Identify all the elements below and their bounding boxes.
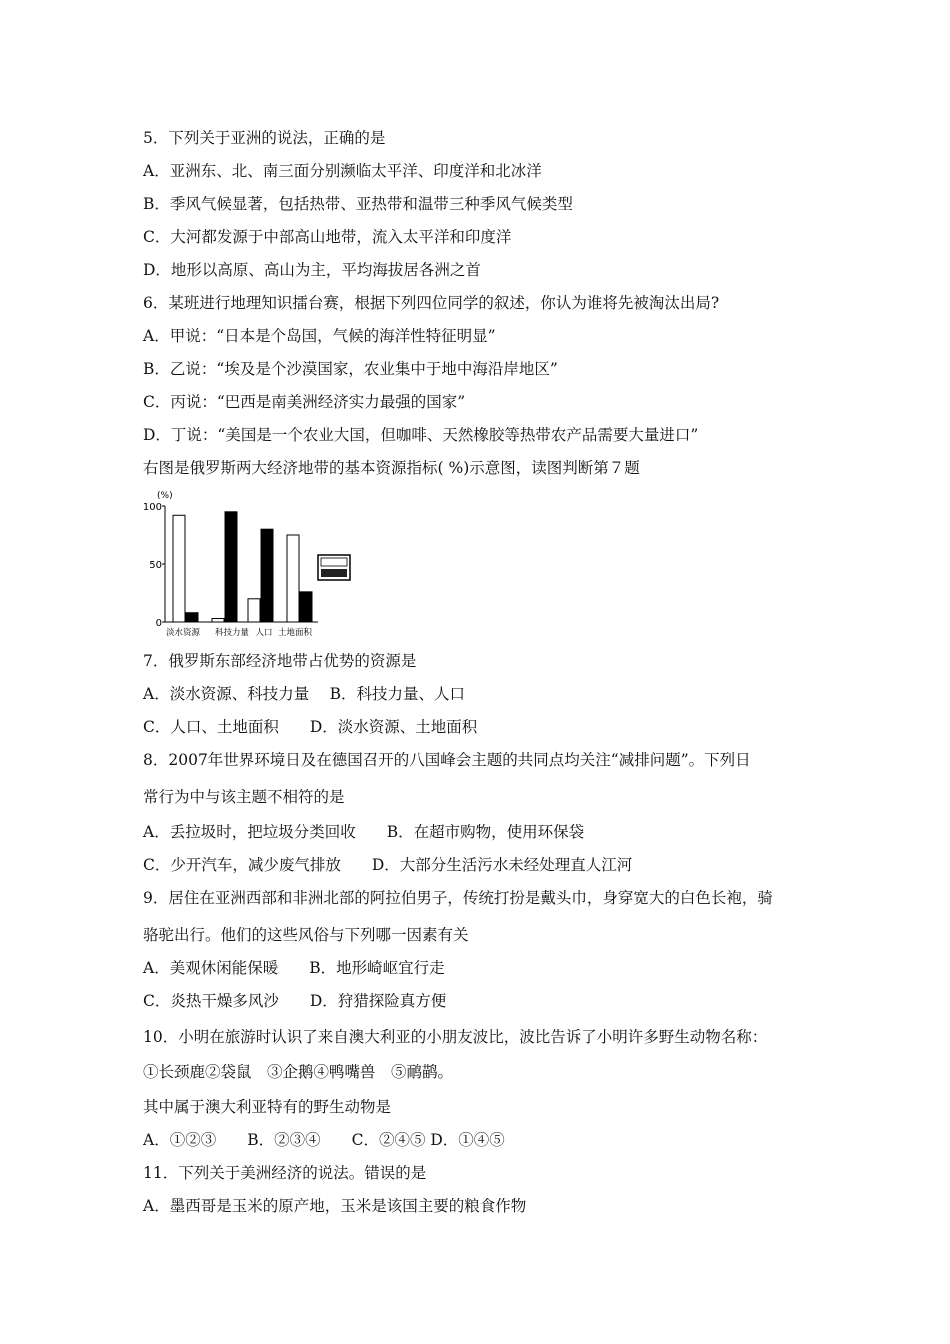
options-7ab: A．淡水资源、科技力量 B．科技力量、人口 <box>143 685 466 703</box>
question-6: 6．某班进行地理知识擂台赛，根据下列四位同学的叙述，你认为谁将先被淘汰出局? <box>143 294 720 312</box>
bar-black-3 <box>300 592 312 622</box>
option-5b: B．季风气候显著，包括热带、亚热带和温带三种季风气候类型 <box>143 195 573 213</box>
options-9ab: A．美观休闲能保暖 B．地形崎岖宜行走 <box>143 959 445 977</box>
legend <box>318 555 350 580</box>
question-10: 10．小明在旅游时认识了来自澳大利亚的小朋友波比，波比告诉了小明许多野生动物名称： <box>143 1028 768 1046</box>
question-10-animals: ①长颈鹿②袋鼠 ③企鹅④鸭嘴兽 ⑤鸸鹋。 <box>143 1063 454 1081</box>
y-tick-label: 0 <box>155 618 162 629</box>
option-5c: C．大河都发源于中部高山地带，流入太平洋和印度洋 <box>143 228 512 246</box>
question-9: 9．居住在亚洲西部和非洲北部的阿拉伯男子，传统打扮是戴头巾，身穿宽大的白色长袍，骑 <box>143 889 773 907</box>
y-axis-label: (%) <box>157 491 173 501</box>
question-8-cont: 常行为中与该主题不相符的是 <box>143 788 345 806</box>
option-6d: D．丁说：“美国是一个农业大国，但咖啡、天然橡胶等热带农产品需要大量进口” <box>143 426 699 444</box>
options-10: A．①②③ B．②③④ C．②④⑤ D．①④⑤ <box>143 1131 505 1149</box>
option-6a: A．甲说：“日本是个岛国，气候的海洋性特征明显” <box>143 327 496 345</box>
option-5a: A．亚洲东、北、南三面分别濒临太平洋、印度洋和北冰洋 <box>143 162 542 180</box>
options-7cd: C．人口、土地面积 D．淡水资源、土地面积 <box>143 718 478 736</box>
x-category-label: 土地面积 <box>277 628 313 638</box>
legend-top-swatch <box>321 558 347 566</box>
question-5: 5．下列关于亚洲的说法，正确的是 <box>143 129 386 147</box>
bar-black-1 <box>225 512 237 622</box>
option-6c: C．丙说：“巴西是南美洲经济实力最强的国家” <box>143 393 466 411</box>
chart-intro: 右图是俄罗斯两大经济地带的基本资源指标( %)示意图，读图判断第７题 <box>143 459 640 477</box>
y-tick-label: 50 <box>149 560 162 571</box>
bar-white-2 <box>248 599 260 622</box>
bar-black-0 <box>186 613 198 622</box>
option-5d: D．地形以高原、高山为主，平均海拔居各洲之首 <box>143 261 481 279</box>
bar-chart <box>143 488 353 640</box>
y-tick-label: 100 <box>143 502 162 513</box>
question-10-prompt: 其中属于澳大利亚特有的野生动物是 <box>143 1098 392 1116</box>
bar-white-0 <box>173 515 185 622</box>
x-category-label: 人口 <box>255 628 273 638</box>
bar-white-3 <box>287 535 299 622</box>
option-6b: B．乙说：“埃及是个沙漠国家，农业集中于地中海沿岸地区” <box>143 360 558 378</box>
bar-black-2 <box>261 529 273 622</box>
question-7: 7．俄罗斯东部经济地带占优势的资源是 <box>143 652 417 670</box>
options-8cd: C．少开汽车，减少废气排放 D．大部分生活污水未经处理直人江河 <box>143 856 633 874</box>
bar-white-1 <box>212 619 224 622</box>
option-11a: A．墨西哥是玉米的原产地，玉米是该国主要的粮食作物 <box>143 1197 527 1215</box>
legend-bottom-swatch <box>321 569 347 577</box>
question-9-cont: 骆驼出行。他们的这些风俗与下列哪一因素有关 <box>143 926 469 944</box>
question-8: 8．2007年世界环境日及在德国召开的八国峰会主题的共同点均关注“减排问题”。下列日 <box>143 751 751 769</box>
options-9cd: C．炎热干燥多风沙 D．狩猎探险真方便 <box>143 992 447 1010</box>
options-8ab: A．丢拉圾时，把垃圾分类回收 B．在超市购物，使用环保袋 <box>143 823 585 841</box>
question-11: 11．下列关于美洲经济的说法。错误的是 <box>143 1164 427 1182</box>
x-category-label: 淡水资源 <box>165 628 201 638</box>
x-category-label: 科技力量 <box>214 628 250 638</box>
